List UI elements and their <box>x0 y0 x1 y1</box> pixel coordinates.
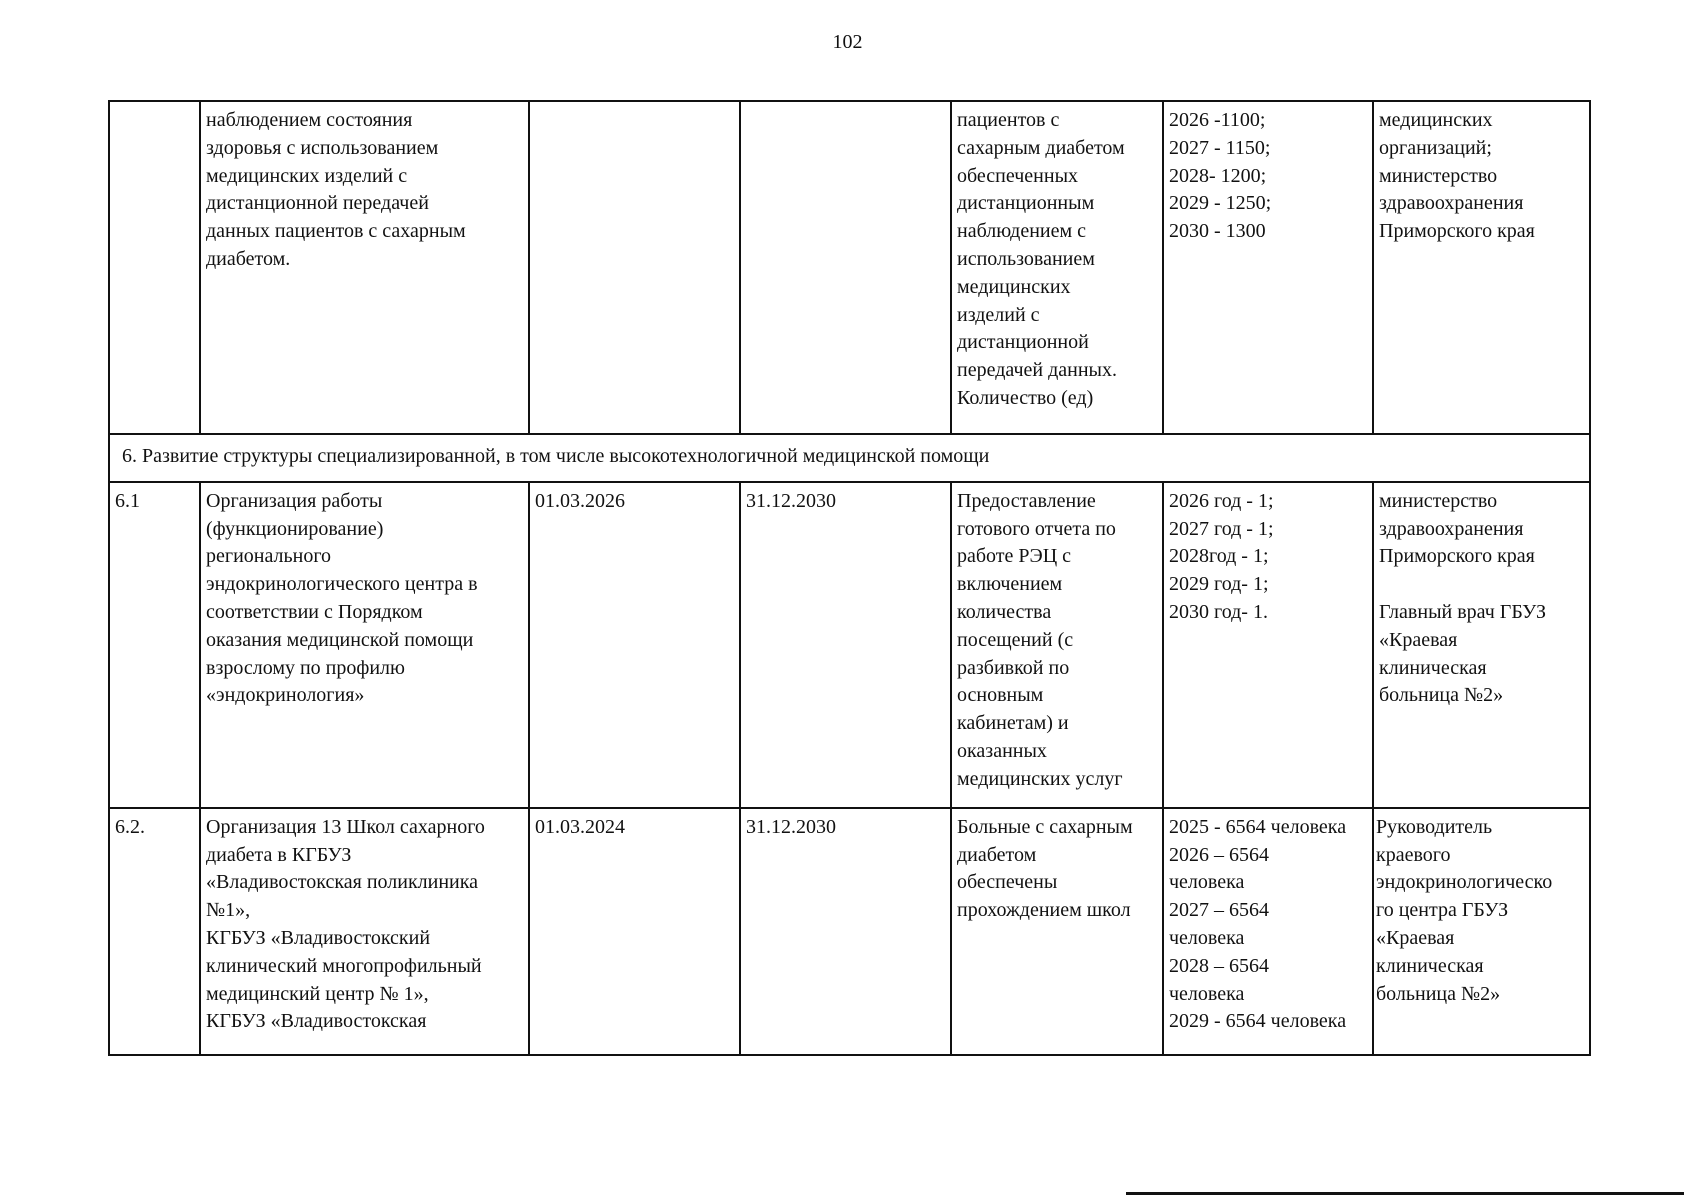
result-cell: Больные с сахарным диабетом обеспечены прохождением школ <box>951 808 1163 1055</box>
start-date-cell: 01.03.2026 <box>529 482 740 808</box>
table-row <box>109 101 1590 434</box>
responsible-cell: Руководитель краевого эндокринологическо го центра ГБУЗ «Краевая клиническая больница №2» <box>1373 808 1590 1055</box>
row-number-cell: 6.2. <box>109 808 200 1055</box>
result-cell: Предоставление готового отчета по работе РЭЦ с включением количества посещений (с разбивкой по основным кабинетам) и оказанных медицинских услуг <box>951 482 1163 808</box>
table-row <box>109 808 1590 1055</box>
measure-cell: наблюдением состояния здоровья с использованием медицинских изделий с дистанционной передачей данных пациентов с сахарным диабетом. <box>200 101 529 434</box>
end-date-cell: 31.12.2030 <box>740 808 951 1055</box>
table-row <box>109 482 1590 808</box>
responsible-cell: медицинских организаций; министерство здравоохранения Приморского края <box>1373 101 1590 434</box>
page-number: 102 <box>832 31 863 53</box>
footer-rule <box>1126 1192 1684 1195</box>
values-cell: 2026 -1100; 2027 - 1150; 2028- 1200; 2029 - 1250; 2030 - 1300 <box>1163 101 1373 434</box>
start-date-cell: 01.03.2024 <box>529 808 740 1055</box>
values-cell: 2025 - 6564 человека 2026 – 6564 человека 2027 – 6564 человека 2028 – 6564 человека 2029 - 6564 человека <box>1163 808 1373 1055</box>
responsible-cell: министерство здравоохранения Приморского края Главный врач ГБУЗ «Краевая клиническая больница №2» <box>1373 482 1590 808</box>
start-date-cell <box>529 101 740 434</box>
end-date-cell <box>740 101 951 434</box>
section-row <box>109 434 1590 482</box>
activity-plan-table <box>108 100 1591 1056</box>
values-cell: 2026 год - 1; 2027 год - 1; 2028год - 1; 2029 год- 1; 2030 год- 1. <box>1163 482 1373 808</box>
measure-cell: Организация 13 Школ сахарного диабета в КГБУЗ «Владивостокская поликлиника №1», КГБУЗ «Владивостокский клинический многопрофильный медицинский центр № 1», КГБУЗ «Владивостокская <box>200 808 529 1055</box>
end-date-cell: 31.12.2030 <box>740 482 951 808</box>
row-number-cell: 6.1 <box>109 482 200 808</box>
section-title: 6. Развитие структуры специализированной, в том числе высокотехнологичной медицинской помощи <box>109 434 1590 482</box>
result-cell: пациентов с сахарным диабетом обеспеченных дистанционным наблюдением с использованием медицинских изделий с дистанционной передачей данных. Количество (ед) <box>951 101 1163 434</box>
measure-cell: Организация работы (функционирование) регионального эндокринологического центра в соответствии с Порядком оказания медицинской помощи взрослому по профилю «эндокринология» <box>200 482 529 808</box>
row-number-cell <box>109 101 200 434</box>
